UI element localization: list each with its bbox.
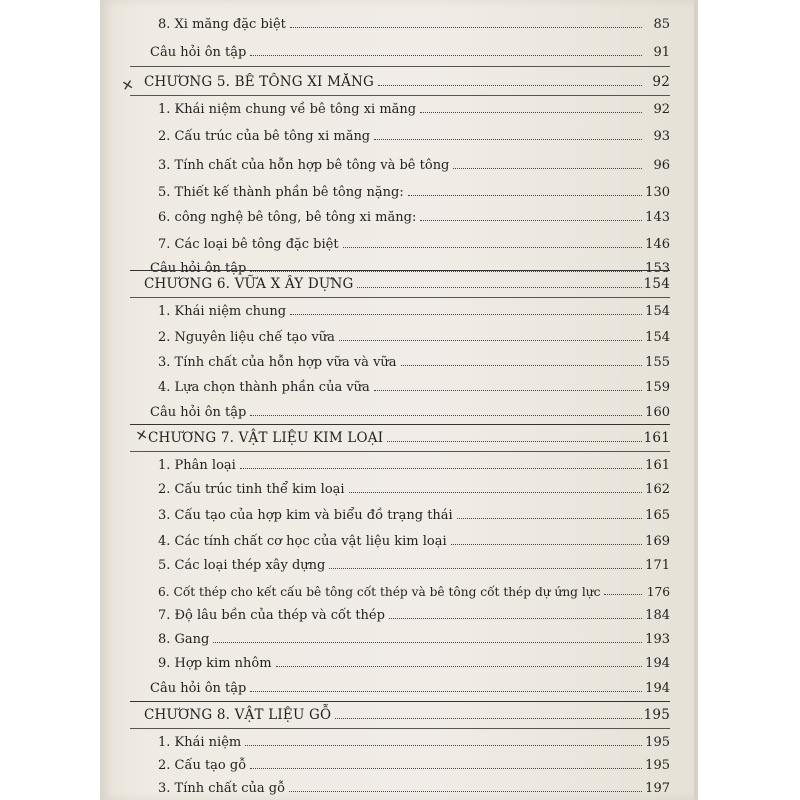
toc-title: 8. Xi măng đặc biệt (158, 17, 286, 32)
toc-row (130, 377, 670, 395)
row-divider (130, 66, 670, 67)
toc-title: 7. Độ lâu bền của thép và cốt thép (158, 608, 385, 623)
toc-row (130, 126, 670, 144)
toc-row (130, 479, 670, 497)
row-divider (130, 297, 670, 298)
toc-title: 2. Cấu trúc tinh thể kim loại (158, 482, 345, 497)
toc-chapter-row (130, 72, 670, 90)
toc-row (130, 653, 670, 671)
leader-dots (343, 246, 642, 248)
leader-dots (250, 54, 642, 56)
toc-title: 7. Các loại bê tông đặc biệt (158, 237, 339, 252)
toc-title: 3. Cấu tạo của hợp kim và biểu đồ trạng thái (158, 508, 453, 523)
row-divider (130, 270, 670, 271)
leader-dots (420, 219, 642, 221)
toc-title: 4. Các tính chất cơ học của vật liệu kim loại (158, 534, 447, 549)
toc-row (130, 531, 670, 549)
toc-row (130, 207, 670, 225)
toc-row (130, 234, 670, 252)
leader-dots (290, 313, 642, 315)
toc-title: 1. Khái niệm (158, 735, 242, 750)
toc-row (130, 778, 670, 796)
leader-dots (420, 111, 642, 113)
row-divider (130, 728, 670, 729)
toc-page-number: 153 (645, 261, 670, 276)
leader-dots (453, 167, 642, 169)
toc-title: 8. Gang (158, 632, 210, 647)
toc-title: Câu hỏi ôn tập (150, 261, 247, 276)
toc-page-number: 155 (645, 355, 670, 370)
toc-row (130, 505, 670, 523)
toc-page-number: 159 (645, 380, 670, 395)
toc-page-number: 195 (643, 707, 670, 723)
toc-page-number: 160 (645, 405, 670, 420)
toc-page-number: 194 (645, 681, 670, 696)
toc-page-number: 197 (645, 781, 670, 796)
leader-dots (451, 543, 642, 545)
leader-dots (387, 440, 641, 442)
leader-dots (457, 517, 642, 519)
toc-title: 1. Khái niệm chung về bê tông xi măng (158, 102, 417, 117)
toc-page-number: 195 (645, 735, 670, 750)
toc-row (130, 42, 670, 60)
toc-title: Câu hỏi ôn tập (150, 681, 247, 696)
toc-page-number: 169 (645, 534, 670, 549)
leader-dots (604, 593, 642, 595)
toc-row (130, 182, 670, 200)
toc-title: 2. Cấu trúc của bê tông xi măng (158, 129, 371, 144)
toc-row (130, 14, 670, 32)
toc-row (130, 555, 670, 573)
toc-page-number: 193 (645, 632, 670, 647)
toc-row (130, 155, 670, 173)
leader-dots (213, 641, 642, 643)
toc-row (130, 678, 670, 696)
row-divider (130, 95, 670, 96)
leader-dots (378, 84, 642, 86)
toc-row (130, 629, 670, 647)
toc-chapter-title: CHƯƠNG 7. VẬT LIỆU KIM LOẠI (148, 430, 384, 446)
toc-row (130, 732, 670, 750)
leader-dots (374, 138, 642, 140)
toc-chapter-title: CHƯƠNG 5. BÊ TÔNG XI MĂNG (144, 74, 375, 90)
toc-row (130, 605, 670, 623)
leader-dots (335, 717, 641, 719)
toc-page-number: 92 (652, 74, 670, 90)
toc-title: 6. công nghệ bê tông, bê tông xi măng: (158, 210, 417, 225)
toc-row (130, 352, 670, 370)
row-divider (130, 424, 670, 425)
toc-page-number: 146 (645, 237, 670, 252)
toc-title: 5. Các loại thép xây dựng (158, 558, 326, 573)
toc-title: 1. Phân loại (158, 458, 236, 473)
leader-dots (329, 567, 642, 569)
toc-row (130, 581, 670, 599)
leader-dots (240, 467, 642, 469)
toc-page-number: 176 (646, 585, 670, 599)
toc-title: 3. Tính chất của hỗn hợp vữa và vữa (158, 355, 397, 370)
toc-title: 1. Khái niệm chung (158, 304, 287, 319)
leader-dots (290, 26, 642, 28)
toc-title: Câu hỏi ôn tập (150, 405, 247, 420)
toc-title: 2. Cấu tạo gỗ (158, 758, 247, 773)
toc-row (130, 755, 670, 773)
toc-chapter-title: CHƯƠNG 8. VẬT LIỆU GỖ (144, 707, 332, 723)
toc-chapter-row (130, 705, 670, 723)
toc-page-number: 171 (645, 558, 670, 573)
toc-page-number: 143 (645, 210, 670, 225)
toc-chapter-row (130, 428, 670, 446)
book-page (100, 0, 698, 800)
leader-dots (250, 414, 642, 416)
toc-title: 5. Thiết kế thành phần bê tông nặng: (158, 185, 404, 200)
toc-title: Câu hỏi ôn tập (150, 45, 247, 60)
leader-dots (408, 194, 642, 196)
toc-page-number: 93 (653, 129, 670, 144)
table-of-contents (100, 0, 698, 800)
pencil-x-mark-icon: ✕ (120, 76, 136, 96)
leader-dots (374, 389, 642, 391)
toc-title: 2. Nguyên liệu chế tạo vữa (158, 330, 335, 345)
toc-row (130, 455, 670, 473)
leader-dots (276, 665, 642, 667)
toc-page-number: 165 (645, 508, 670, 523)
toc-title: 3. Tính chất của gỗ (158, 781, 286, 796)
row-divider (130, 701, 670, 702)
leader-dots (357, 286, 641, 288)
leader-dots (250, 767, 642, 769)
toc-page-number: 184 (645, 608, 670, 623)
toc-page-number: 91 (653, 45, 670, 60)
toc-page-number: 154 (645, 304, 670, 319)
toc-title: 9. Hợp kim nhôm (158, 656, 272, 671)
toc-page-number: 85 (653, 17, 670, 32)
leader-dots (289, 790, 642, 792)
toc-page-number: 161 (643, 430, 670, 446)
toc-row (130, 99, 670, 117)
toc-title: 3. Tính chất của hỗn hợp bê tông và bê tông (158, 158, 450, 173)
toc-chapter-row (130, 274, 670, 292)
leader-dots (389, 617, 642, 619)
leader-dots (245, 744, 642, 746)
toc-page-number: 154 (643, 276, 670, 292)
toc-page-number: 130 (645, 185, 670, 200)
toc-row (130, 327, 670, 345)
leader-dots (401, 364, 642, 366)
toc-page-number: 194 (645, 656, 670, 671)
toc-page-number: 92 (653, 102, 670, 117)
leader-dots (349, 491, 642, 493)
pencil-x-mark-icon: ✕ (134, 426, 150, 446)
toc-page-number: 96 (653, 158, 670, 173)
toc-page-number: 195 (645, 758, 670, 773)
toc-title: 6. Cốt thép cho kết cấu bê tông cốt thép và bê tông cốt thép dự ứng lực (158, 585, 601, 599)
toc-page-number: 162 (645, 482, 670, 497)
toc-row (130, 402, 670, 420)
toc-page-number: 154 (645, 330, 670, 345)
row-divider (130, 451, 670, 452)
toc-title: 4. Lựa chọn thành phần của vữa (158, 380, 370, 395)
leader-dots (250, 690, 642, 692)
toc-row (130, 301, 670, 319)
leader-dots (339, 339, 642, 341)
toc-chapter-title: CHƯƠNG 6. VỮA X ÂY DỰNG (144, 276, 354, 292)
toc-page-number: 161 (645, 458, 670, 473)
